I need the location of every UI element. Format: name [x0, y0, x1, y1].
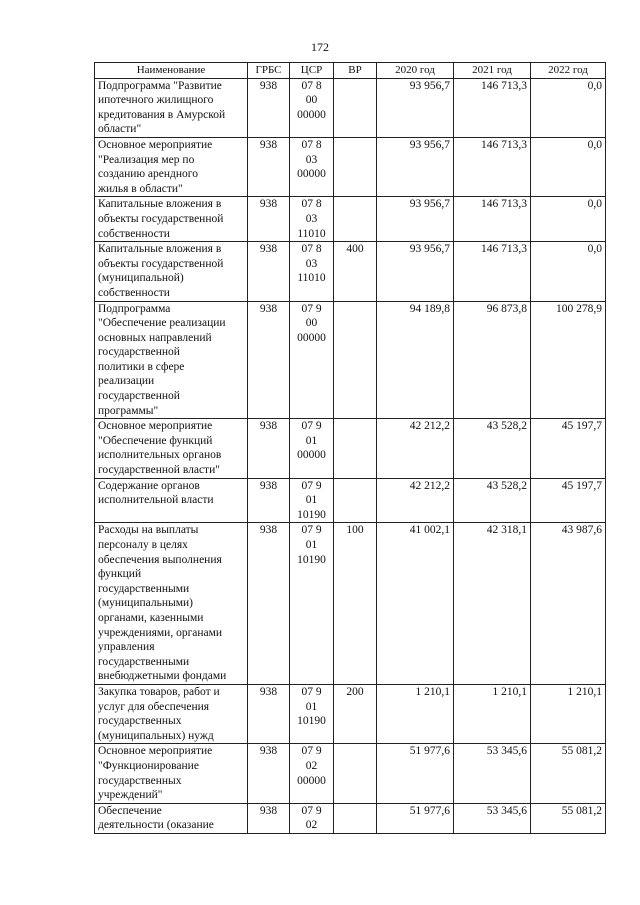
table-header-row — [95, 63, 606, 79]
header-name: Наименование — [95, 63, 248, 79]
cell-csr: 07 9 02 — [290, 803, 334, 833]
cell-csr: 07 8 03 11010 — [290, 242, 334, 301]
cell-2020: 93 956,7 — [377, 137, 454, 196]
cell-grbs: 938 — [248, 684, 290, 743]
cell-2022: 55 081,2 — [531, 744, 606, 803]
cell-2022: 0,0 — [531, 242, 606, 301]
cell-2021: 53 345,6 — [454, 744, 531, 803]
cell-name: Обеспечение деятельности (оказание — [95, 803, 248, 833]
cell-vr — [334, 478, 377, 523]
cell-grbs: 938 — [248, 137, 290, 196]
table-row — [95, 419, 606, 478]
table-row — [95, 197, 606, 242]
cell-name: Подпрограмма "Обеспечение реализации основных направлений государственной политики в сфере реализации государственной программы" — [95, 301, 248, 419]
cell-grbs: 938 — [248, 197, 290, 242]
cell-name: Расходы на выплаты персоналу в целях обеспечения выполнения функций государственными (муниципальными) органами, казенными учреждениями, органами управления государственными внебюджетными фондами — [95, 523, 248, 685]
table-row — [95, 478, 606, 523]
cell-csr: 07 9 02 00000 — [290, 744, 334, 803]
cell-name: Содержание органов исполнительной власти — [95, 478, 248, 523]
cell-vr — [334, 419, 377, 478]
cell-grbs: 938 — [248, 78, 290, 137]
cell-2021: 1 210,1 — [454, 684, 531, 743]
cell-vr: 100 — [334, 523, 377, 685]
cell-2020: 51 977,6 — [377, 803, 454, 833]
cell-csr: 07 9 01 10190 — [290, 478, 334, 523]
cell-csr: 07 9 01 10190 — [290, 523, 334, 685]
cell-grbs: 938 — [248, 242, 290, 301]
table-row — [95, 684, 606, 743]
cell-2022: 1 210,1 — [531, 684, 606, 743]
cell-2021: 53 345,6 — [454, 803, 531, 833]
cell-grbs: 938 — [248, 523, 290, 685]
cell-name: Капитальные вложения в объекты государственной собственности — [95, 197, 248, 242]
cell-csr: 07 8 03 11010 — [290, 197, 334, 242]
cell-vr — [334, 137, 377, 196]
cell-grbs: 938 — [248, 478, 290, 523]
table-row — [95, 242, 606, 301]
cell-2021: 146 713,3 — [454, 137, 531, 196]
table-row — [95, 137, 606, 196]
table-row — [95, 744, 606, 803]
cell-name: Подпрограмма "Развитие ипотечного жилищного кредитования в Амурской области" — [95, 78, 248, 137]
cell-csr: 07 9 01 10190 — [290, 684, 334, 743]
cell-csr: 07 9 00 00000 — [290, 301, 334, 419]
cell-2021: 96 873,8 — [454, 301, 531, 419]
cell-grbs: 938 — [248, 744, 290, 803]
cell-grbs: 938 — [248, 803, 290, 833]
cell-vr — [334, 301, 377, 419]
cell-2021: 43 528,2 — [454, 478, 531, 523]
cell-2021: 42 318,1 — [454, 523, 531, 685]
cell-2020: 42 212,2 — [377, 419, 454, 478]
table-row — [95, 78, 606, 137]
cell-csr: 07 9 01 00000 — [290, 419, 334, 478]
cell-name: Основное мероприятие "Реализация мер по созданию арендного жилья в области" — [95, 137, 248, 196]
cell-2021: 146 713,3 — [454, 197, 531, 242]
cell-name: Основное мероприятие "Обеспечение функций исполнительных органов государственной власти" — [95, 419, 248, 478]
cell-2022: 43 987,6 — [531, 523, 606, 685]
header-vr: ВР — [334, 63, 377, 79]
cell-name: Капитальные вложения в объекты государственной (муниципальной) собственности — [95, 242, 248, 301]
cell-grbs: 938 — [248, 301, 290, 419]
cell-2022: 100 278,9 — [531, 301, 606, 419]
cell-2020: 51 977,6 — [377, 744, 454, 803]
cell-vr — [334, 197, 377, 242]
cell-2022: 45 197,7 — [531, 478, 606, 523]
cell-2022: 0,0 — [531, 78, 606, 137]
cell-name: Основное мероприятие "Функционирование государственных учреждений" — [95, 744, 248, 803]
table-row — [95, 803, 606, 833]
cell-2021: 43 528,2 — [454, 419, 531, 478]
page-number: 172 — [311, 40, 329, 54]
cell-2020: 93 956,7 — [377, 242, 454, 301]
cell-2020: 42 212,2 — [377, 478, 454, 523]
header-grbs: ГРБС — [248, 63, 290, 79]
cell-vr — [334, 744, 377, 803]
cell-vr: 200 — [334, 684, 377, 743]
cell-2022: 45 197,7 — [531, 419, 606, 478]
header-2020: 2020 год — [377, 63, 454, 79]
cell-vr: 400 — [334, 242, 377, 301]
cell-2021: 146 713,3 — [454, 78, 531, 137]
header-2022: 2022 год — [531, 63, 606, 79]
cell-2022: 0,0 — [531, 197, 606, 242]
table-row — [95, 301, 606, 419]
cell-csr: 07 8 03 00000 — [290, 137, 334, 196]
header-csr: ЦСР — [290, 63, 334, 79]
cell-2022: 55 081,2 — [531, 803, 606, 833]
table-row — [95, 523, 606, 685]
budget-table — [94, 62, 606, 834]
cell-2020: 93 956,7 — [377, 197, 454, 242]
cell-csr: 07 8 00 00000 — [290, 78, 334, 137]
cell-2020: 41 002,1 — [377, 523, 454, 685]
cell-2020: 93 956,7 — [377, 78, 454, 137]
cell-2020: 94 189,8 — [377, 301, 454, 419]
table-body — [95, 78, 606, 833]
cell-2020: 1 210,1 — [377, 684, 454, 743]
cell-vr — [334, 803, 377, 833]
cell-2022: 0,0 — [531, 137, 606, 196]
cell-grbs: 938 — [248, 419, 290, 478]
cell-2021: 146 713,3 — [454, 242, 531, 301]
cell-vr — [334, 78, 377, 137]
header-2021: 2021 год — [454, 63, 531, 79]
cell-name: Закупка товаров, работ и услуг для обеспечения государственных (муниципальных) нужд — [95, 684, 248, 743]
